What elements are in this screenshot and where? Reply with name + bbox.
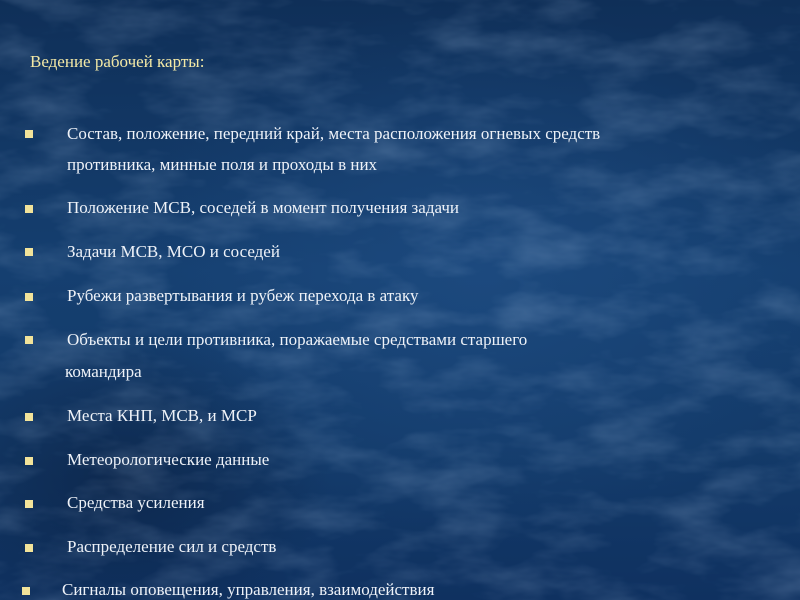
list-item-text: Положение МСВ, соседей в момент получения задачи — [67, 198, 459, 217]
list-item — [0, 450, 800, 489]
list-item-text: Состав, положение, передний край, места расположения огневых средств — [67, 124, 601, 143]
list-item-text: Задачи МСВ, МСО и соседей — [67, 242, 280, 261]
square-bullet-icon — [22, 587, 30, 595]
square-bullet-icon — [25, 336, 33, 344]
list-item-text: Сигналы оповещения, управления, взаимодействия — [62, 580, 435, 599]
square-bullet-icon — [25, 457, 33, 465]
list-item — [0, 406, 800, 445]
list-item — [0, 493, 800, 532]
square-bullet-icon — [25, 248, 33, 256]
square-bullet-icon — [25, 500, 33, 508]
list-item-text: командира — [65, 362, 142, 381]
square-bullet-icon — [25, 544, 33, 552]
list-item-text: Распределение сил и средств — [67, 537, 277, 556]
list-item — [0, 330, 800, 381]
slide-heading: Ведение рабочей карты: — [30, 52, 205, 71]
square-bullet-icon — [25, 130, 33, 138]
list-item — [0, 537, 800, 576]
square-bullet-icon — [25, 205, 33, 213]
list-item-text: Места КНП, МСВ, и МСР — [67, 406, 257, 425]
list-item — [0, 242, 800, 281]
list-item-text: Средства усиления — [67, 493, 205, 512]
list-item — [0, 198, 800, 237]
list-item-text: Метеорологические данные — [67, 450, 270, 469]
square-bullet-icon — [25, 293, 33, 301]
list-item-text: противника, минные поля и проходы в них — [67, 155, 378, 174]
list-item — [0, 580, 800, 600]
list-item — [0, 124, 800, 174]
list-item-text: Объекты и цели противника, поражаемые средствами старшего — [67, 330, 528, 349]
list-item-text: Рубежи развертывания и рубеж перехода в атаку — [67, 286, 419, 305]
list-item — [0, 286, 800, 325]
square-bullet-icon — [25, 413, 33, 421]
